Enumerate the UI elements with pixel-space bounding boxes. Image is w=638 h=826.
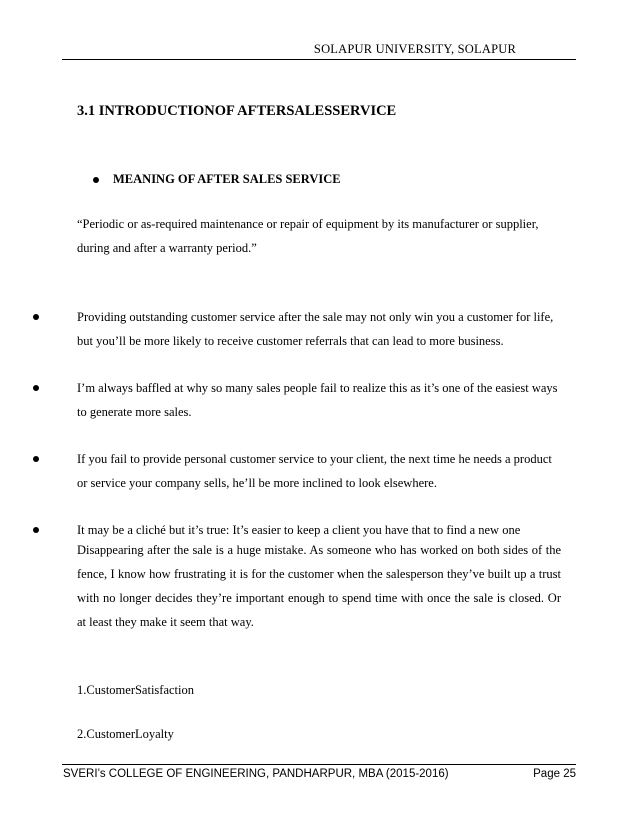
body-paragraph: Disappearing after the sale is a huge mistake. As someone who has worked on both sides of the fence, I know how frustrating it is for the customer when the salesperson they’ve built up a trust with no longer decides they’re important enough to spend time with once the sale is closed. Or at least they make it seem that way. (77, 543, 561, 629)
header-divider (62, 59, 576, 60)
page-number: Page 25 (533, 768, 576, 780)
subheading (93, 172, 341, 187)
list-item-line: If you fail to provide personal customer service to your client, the next time he needs a product (77, 452, 552, 466)
footer-divider (62, 764, 576, 765)
list-item-line: or service your company sells, he’ll be more inclined to look elsewhere. (77, 476, 437, 490)
numbered-item: 2.CustomerLoyalty (77, 727, 174, 741)
list-item (30, 305, 570, 353)
bullet-icon (33, 456, 39, 462)
list-item (30, 447, 570, 495)
list-item-line: but you’ll be more likely to receive customer referrals that can lead to more business. (77, 334, 504, 348)
quote-line: during and after a warranty period.” (77, 241, 257, 255)
list-item-line: It may be a cliché but it’s true: It’s easier to keep a client you have that to find a new one (77, 523, 521, 537)
bullet-icon (33, 314, 39, 320)
definition-quote (77, 212, 561, 260)
bullet-icon (93, 177, 99, 183)
bullet-list (30, 305, 570, 565)
bullet-icon (33, 385, 39, 391)
page-header: SOLAPUR UNIVERSITY, SOLAPUR (313, 42, 516, 56)
list-item (30, 376, 570, 424)
footer-college: SVERI’s COLLEGE OF ENGINEERING, PANDHARPUR, MBA (2015-2016) (63, 768, 449, 780)
list-item-line: Providing outstanding customer service after the sale may not only win you a customer for life, (77, 310, 554, 324)
numbered-item: 1.CustomerSatisfaction (77, 683, 194, 697)
list-item-line: to generate more sales. (77, 405, 192, 419)
bullet-icon (33, 527, 39, 533)
list-item-line: I’m always baffled at why so many sales people fail to realize this as it’s one of the easiest ways (77, 381, 558, 395)
section-heading: 3.1 INTRODUCTIONOF AFTERSALESSERVICE (77, 103, 397, 119)
quote-line: “Periodic or as-required maintenance or repair of equipment by its manufacturer or supplier, (77, 217, 539, 231)
subheading-text: MEANING OF AFTER SALES SERVICE (113, 172, 341, 186)
